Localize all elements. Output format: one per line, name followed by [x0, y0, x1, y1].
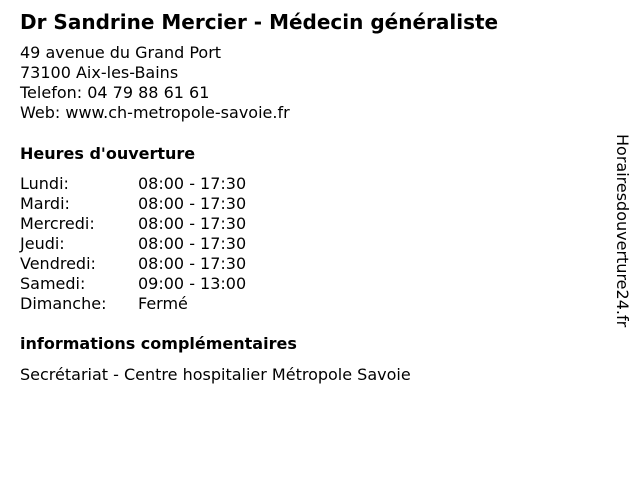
hours-value: 09:00 - 13:00 [138, 274, 247, 293]
hours-row-friday [20, 254, 320, 274]
hours-row-thursday [20, 234, 320, 254]
day-label: Dimanche: [20, 294, 107, 313]
hours-value: 08:00 - 17:30 [138, 174, 247, 193]
address-city: 73100 Aix-les-Bains [20, 63, 179, 82]
day-label: Samedi: [20, 274, 86, 293]
address-block [20, 43, 290, 123]
page-title: Dr Sandrine Mercier - Médecin généraliste [20, 10, 499, 34]
day-label: Lundi: [20, 174, 69, 193]
hours-row-sunday [20, 294, 320, 314]
address-phone: Telefon: 04 79 88 61 61 [20, 83, 210, 102]
address-web: Web: www.ch-metropole-savoie.fr [20, 103, 290, 122]
hours-value: 08:00 - 17:30 [138, 254, 247, 273]
address-street: 49 avenue du Grand Port [20, 43, 222, 62]
additional-info-heading: informations complémentaires [20, 334, 297, 353]
hours-value: Fermé [138, 294, 188, 313]
hours-row-saturday [20, 274, 320, 294]
hours-value: 08:00 - 17:30 [138, 214, 247, 233]
day-label: Vendredi: [20, 254, 96, 273]
day-label: Jeudi: [20, 234, 65, 253]
site-watermark: Horairesdouverture24.fr [613, 134, 632, 328]
additional-info-text: Secrétariat - Centre hospitalier Métropole Savoie [20, 365, 411, 384]
hours-row-monday [20, 174, 320, 194]
hours-row-tuesday [20, 194, 320, 214]
day-label: Mercredi: [20, 214, 95, 233]
opening-hours-heading: Heures d'ouverture [20, 144, 196, 163]
day-label: Mardi: [20, 194, 70, 213]
hours-value: 08:00 - 17:30 [138, 194, 247, 213]
hours-row-wednesday [20, 214, 320, 234]
opening-hours-table [20, 174, 320, 314]
hours-value: 08:00 - 17:30 [138, 234, 247, 253]
